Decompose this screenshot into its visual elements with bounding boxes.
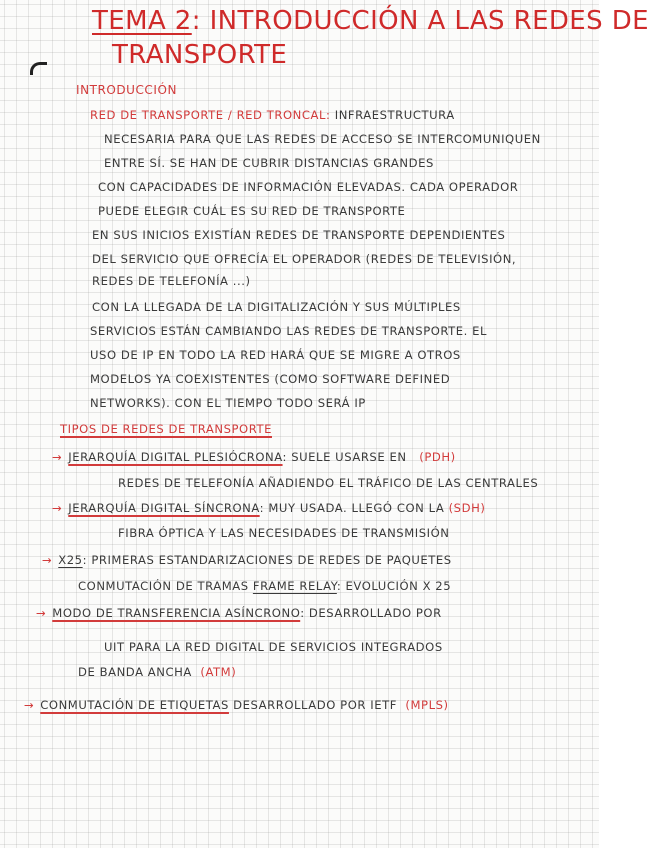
term-atm: MODO DE TRANSFERENCIA ASÍNCRONO <box>52 606 301 620</box>
term-x25: X25 <box>58 553 83 567</box>
atm-text: : DESARROLLADO POR <box>300 606 442 620</box>
item-sdh <box>52 500 485 516</box>
arrow-icon: → <box>42 553 53 567</box>
corner-mark <box>30 62 47 75</box>
term-sdh: JERARQUÍA DIGITAL SÍNCRONA <box>68 501 260 515</box>
term-mpls: CONMUTACIÓN DE ETIQUETAS <box>40 698 229 712</box>
text-line: SERVICIOS ESTÁN CAMBIANDO LAS REDES DE TRANSPORTE. EL <box>90 324 488 338</box>
x25-text: : PRIMERAS ESTANDARIZACIONES DE REDES DE PAQUETES <box>82 553 452 567</box>
arrow-icon: → <box>24 698 35 712</box>
text-line: NECESARIA PARA QUE LAS REDES DE ACCESO SE INTERCOMUNIQUEN <box>104 132 541 146</box>
atm-continuation-1: UIT PARA LA RED DIGITAL DE SERVICIOS INTEGRADOS <box>104 640 443 654</box>
item-x25 <box>42 552 452 568</box>
text-line: REDES DE TELEFONÍA ...) <box>92 274 251 288</box>
atm-cont2-text: DE BANDA ANCHA <box>78 665 192 679</box>
item-pdh <box>52 449 456 465</box>
atm-continuation-2 <box>78 664 236 680</box>
heading-tipos-redes: TIPOS DE REDES DE TRANSPORTE <box>60 422 272 436</box>
text-line: USO DE IP EN TODO LA RED HARÁ QUE SE MIGRE A OTROS <box>90 348 461 362</box>
intro-def-text: INFRAESTRUCTURA <box>330 108 455 122</box>
x25-cont-a: CONMUTACIÓN DE TRAMAS <box>78 579 253 593</box>
abbr-sdh: (SDH) <box>448 501 486 515</box>
item-atm <box>36 605 442 621</box>
arrow-icon: → <box>36 606 47 620</box>
abbr-pdh: (PDH) <box>419 450 456 464</box>
page-title-line2: TRANSPORTE <box>112 40 288 70</box>
arrow-icon: → <box>52 450 63 464</box>
term-frame-relay: FRAME RELAY <box>252 579 337 593</box>
intro-definition-line <box>90 107 455 123</box>
text-line: CON CAPACIDADES DE INFORMACIÓN ELEVADAS. CADA OPERADOR <box>98 180 519 194</box>
sdh-continuation: FIBRA ÓPTICA Y LAS NECESIDADES DE TRANSMISIÓN <box>118 526 450 540</box>
text-line: PUEDE ELEGIR CUÁL ES SU RED DE TRANSPORTE <box>98 204 406 218</box>
arrow-icon: → <box>52 501 63 515</box>
heading-introduccion: INTRODUCCIÓN <box>76 83 177 97</box>
text-line: ENTRE SÍ. SE HAN DE CUBRIR DISTANCIAS GRANDES <box>104 156 434 170</box>
text-line: EN SUS INICIOS EXISTÍAN REDES DE TRANSPORTE DEPENDIENTES <box>92 228 506 242</box>
text-line: CON LA LLEGADA DE LA DIGITALIZACIÓN Y SUS MÚLTIPLES <box>92 300 461 314</box>
title-tema: TEMA 2 <box>92 6 192 36</box>
text-line: MODELOS YA COEXISTENTES (COMO SOFTWARE DEFINED <box>90 372 451 386</box>
title-rest: : INTRODUCCIÓN A LAS REDES DE <box>191 6 649 36</box>
term-pdh: JERARQUÍA DIGITAL PLESIÓCRONA <box>68 450 283 464</box>
mpls-text: DESARROLLADO POR IETF <box>228 698 397 712</box>
text-line: NETWORKS). CON EL TIEMPO TODO SERÁ IP <box>90 396 366 410</box>
abbr-atm: (ATM) <box>200 665 237 679</box>
pdh-text: : SUELE USARSE EN <box>282 450 407 464</box>
page-title <box>92 6 649 36</box>
term-red-transporte: RED DE TRANSPORTE / RED TRONCAL: <box>90 108 331 122</box>
x25-cont-b: : EVOLUCIÓN X 25 <box>336 579 452 593</box>
x25-continuation <box>78 578 451 594</box>
pdh-continuation: REDES DE TELEFONÍA AÑADIENDO EL TRÁFICO DE LAS CENTRALES <box>118 476 539 490</box>
abbr-mpls: (MPLS) <box>405 698 449 712</box>
sdh-text: : MUY USADA. LLEGÓ CON LA <box>259 501 445 515</box>
item-mpls <box>24 697 449 713</box>
text-line: DEL SERVICIO QUE OFRECÍA EL OPERADOR (REDES DE TELEVISIÓN, <box>92 252 517 266</box>
